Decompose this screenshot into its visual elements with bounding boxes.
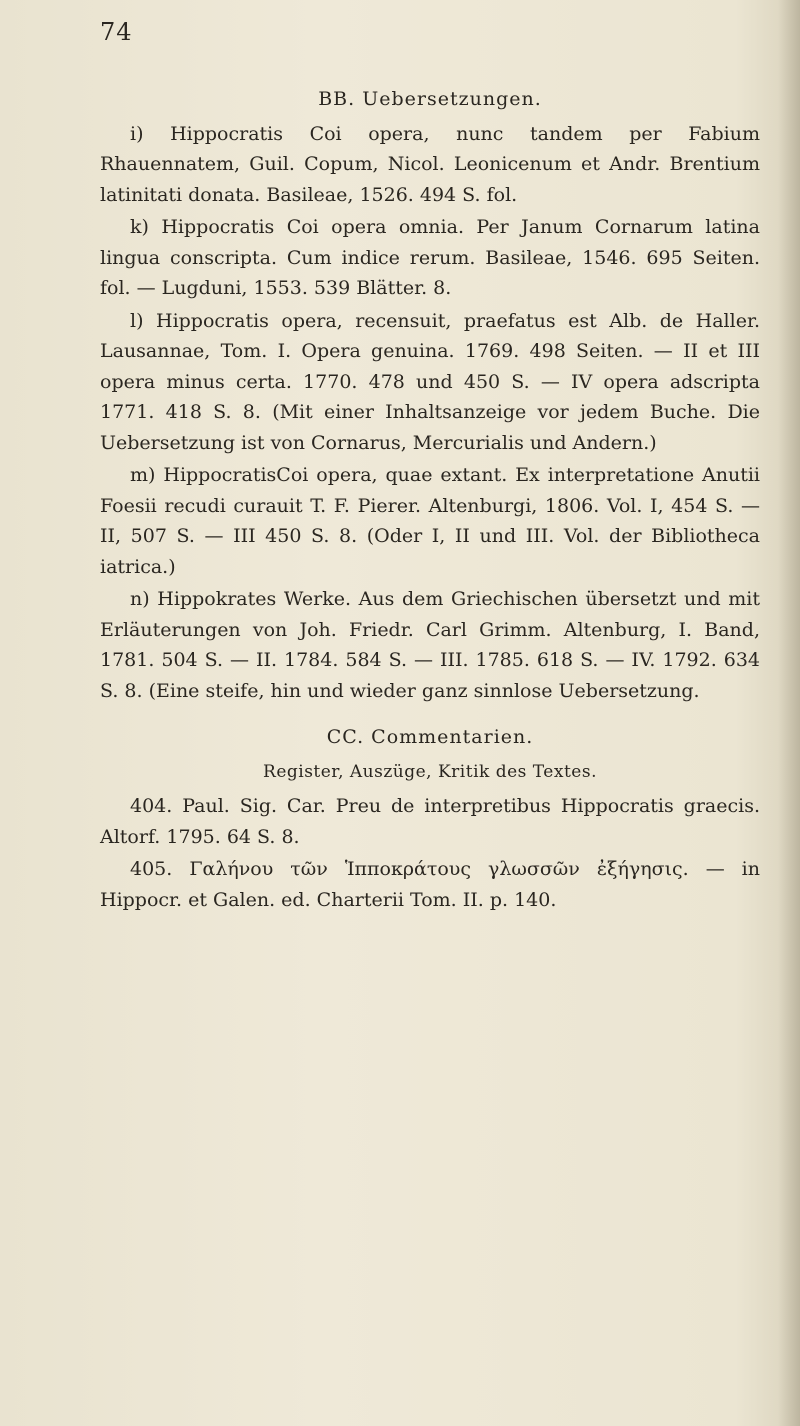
entry-text: Hippokrates Werke. Aus dem Griechischen übersetzt und mit Erläuterungen von Joh. Friedr. Carl Grimm. Altenburg, I. Band, 1781. 504 S. — II. 1784. 584 S. — III. 1785. 618 S. — IV. 1792. 634 S. 8. (Eine steife, hin und wieder ganz sinnlose Uebersetzung.	[100, 588, 760, 702]
entry-m	[100, 460, 760, 582]
entry-text: HippocratisCoi opera, quae extant. Ex interpretatione Anutii Foesii recudi curauit T. F. Pierer. Altenburgi, 1806. Vol. I, 454 S. — II, 507 S. — III 450 S. 8. (Oder I, II und III. Vol. der Bibliotheca iatrica.)	[100, 464, 760, 578]
entry-label: i)	[130, 122, 144, 145]
entry-label: 404.	[130, 795, 173, 817]
page-number: 74	[100, 18, 133, 46]
entry-label: k)	[130, 216, 149, 238]
entry-label: m)	[130, 464, 156, 486]
entry-l	[100, 306, 760, 459]
section-bb-heading: BB. Uebersetzungen.	[318, 88, 542, 110]
entry-k	[100, 212, 760, 304]
entry-i	[100, 119, 760, 211]
entry-text: Hippocratis Coi opera omnia. Per Janum Cornarum latina lingua conscripta. Cum indice rerum. Basileae, 1546. 695 Seiten. fol. — Lugduni, 1553. 539 Blätter. 8.	[100, 216, 760, 299]
page-content	[100, 84, 760, 917]
entry-label: 405.	[130, 858, 173, 880]
section-cc-heading: CC. Commentarien.	[326, 726, 534, 748]
entry-405	[100, 854, 760, 915]
entry-text: Paul. Sig. Car. Preu de interpretibus Hippocratis graecis. Altorf. 1795. 64 S. 8.	[100, 795, 760, 848]
page-edge-shadow	[778, 0, 800, 1426]
entry-label: l)	[130, 309, 144, 332]
entry-n	[100, 584, 760, 706]
entry-404	[100, 791, 760, 852]
spacer	[100, 708, 760, 722]
entry-label: n)	[130, 588, 150, 610]
entry-text: Γαλήνου τῶν Ἱπποκράτους γλωσσῶν ἐξήγησις. — in Hippocr. et Galen. ed. Charterii Tom. II. p. 140.	[100, 858, 760, 911]
section-cc-subheading: Register, Auszüge, Kritik des Textes.	[263, 761, 597, 782]
entry-text: Hippocratis Coi opera, nunc tandem per Fabium Rhauennatem, Guil. Copum, Nicol. Leonicenum et Andr. Brentium latinitati donata. Basileae, 1526. 494 S. fol.	[100, 122, 760, 206]
entry-text: Hippocratis opera, recensuit, praefatus est Alb. de Haller. Lausannae, Tom. I. Opera genuina. 1769. 498 Seiten. — II et III opera minus certa. 1770. 478 und 450 S. — IV opera adscripta 1771. 418 S. 8. (Mit einer Inhaltsanzeige vor jedem Buche. Die Uebersetzung ist von Cornarus, Mercurialis und Andern.)	[100, 309, 760, 454]
